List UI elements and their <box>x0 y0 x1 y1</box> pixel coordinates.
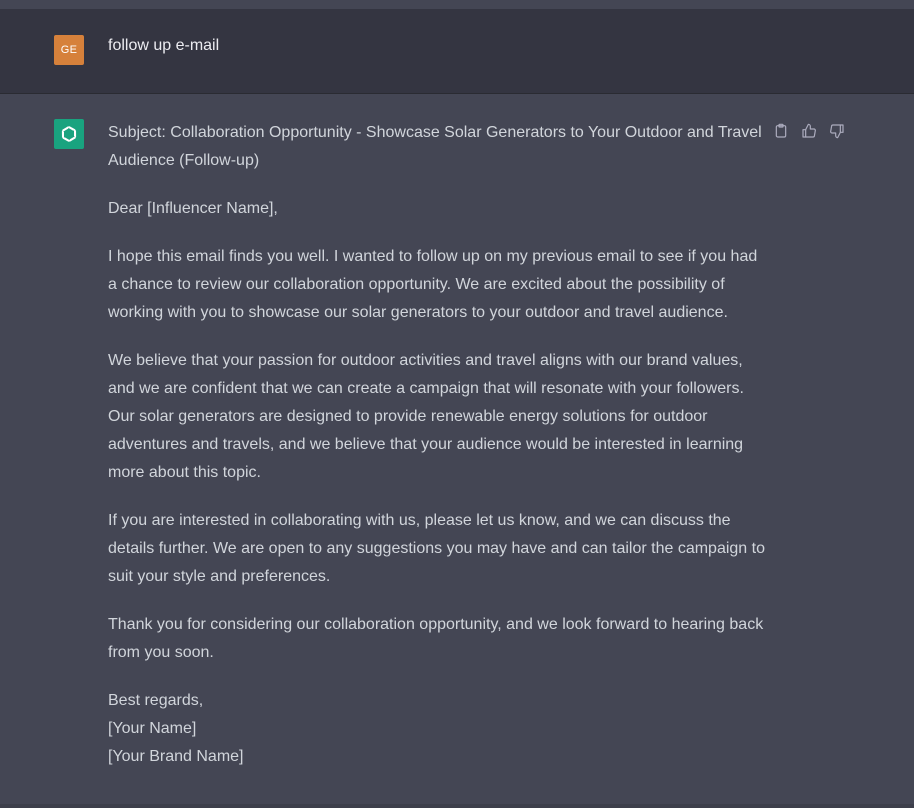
email-signoff-line-3: [Your Brand Name] <box>108 748 244 765</box>
assistant-message-row <box>0 94 914 808</box>
bottom-divider <box>0 804 914 808</box>
email-paragraph-1: I hope this email finds you well. I wanted to follow up on my previous email to see if you had a chance to review our collaboration opportunity. We are excited about the possibility of working with you to showcase our solar generators to your outdoor and travel audience. <box>108 248 758 321</box>
thumbs-up-icon <box>801 123 817 139</box>
email-signoff-line-2: [Your Name] <box>108 720 197 737</box>
email-paragraph-3: If you are interested in collaborating with us, please let us know, and we can discuss the details further. We are open to any suggestions you may have and can tailor the campaign to suit your style and preferences. <box>108 512 765 585</box>
email-signoff-line-1: Best regards, <box>108 692 204 709</box>
message-actions <box>772 122 846 140</box>
assistant-message-body <box>108 119 768 771</box>
email-paragraph-2: We believe that your passion for outdoor activities and travel aligns with our brand values, and we are confident that we can create a campaign that will resonate with your followers. Our solar generators are designed to provide renewable energy solutions for outdoor adventures and travels, and we believe that your audience would be interested in learning more about this topic. <box>108 352 744 481</box>
user-message-text: follow up e-mail <box>108 37 220 54</box>
copy-icon <box>773 123 789 139</box>
user-avatar: GE <box>54 35 84 65</box>
thumbs-down-icon <box>829 123 845 139</box>
openai-logo-icon <box>58 123 80 145</box>
user-message-row <box>0 9 914 94</box>
copy-button[interactable] <box>772 122 790 140</box>
thumbs-down-button[interactable] <box>828 122 846 140</box>
email-greeting: Dear [Influencer Name], <box>108 200 278 217</box>
top-divider <box>0 0 914 9</box>
email-subject: Subject: Collaboration Opportunity - Showcase Solar Generators to Your Outdoor and Travel Audience (Follow-up) <box>108 124 762 169</box>
assistant-avatar <box>54 119 84 149</box>
thumbs-up-button[interactable] <box>800 122 818 140</box>
email-paragraph-4: Thank you for considering our collaboration opportunity, and we look forward to hearing back from you soon. <box>108 616 764 661</box>
